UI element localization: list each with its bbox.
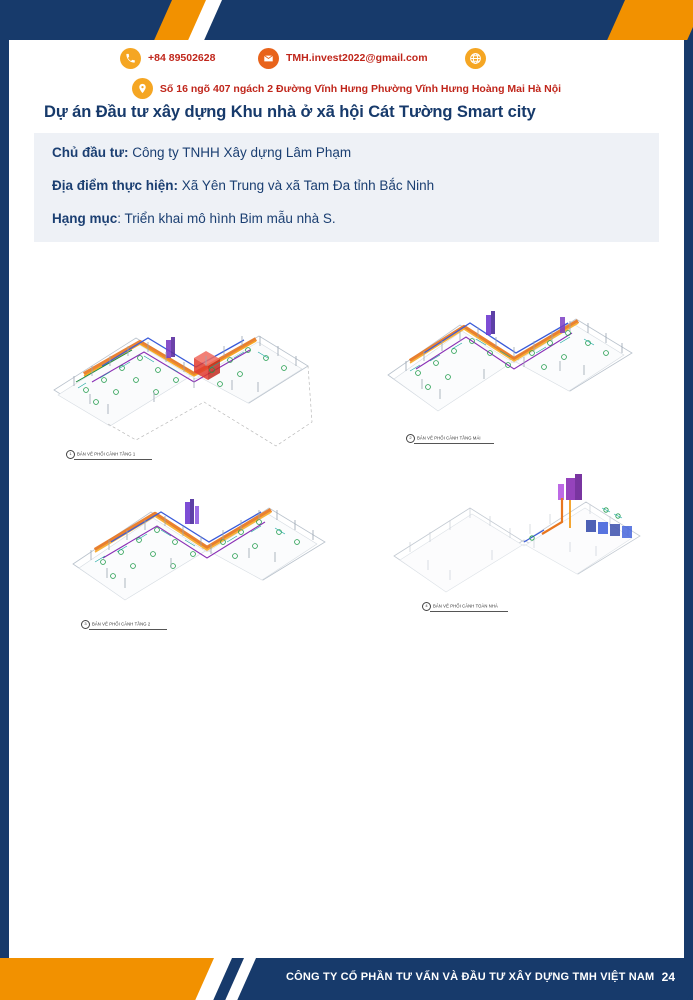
footer-shape-orange <box>0 958 216 1000</box>
header-shape-navy-mid <box>204 0 642 40</box>
contact-phone[interactable] <box>120 46 215 70</box>
footer-page-number: 24 <box>661 970 675 984</box>
figure-perspective-1[interactable] <box>44 262 334 462</box>
figure-perspective-4[interactable] <box>374 452 664 622</box>
header-shape-navy-left <box>0 0 180 40</box>
info-value-scope: : Triển khai mô hình Bim mẫu nhà S. <box>117 211 336 226</box>
page-border-right <box>684 0 693 1000</box>
figure-perspective-2[interactable] <box>364 267 654 452</box>
page-title: Dự án Đầu tư xây dựng Khu nhà ở xã hội Cát Tường Smart city <box>44 103 536 121</box>
figure-2-caption-rule <box>414 443 494 444</box>
figure-3-caption-rule <box>89 629 167 630</box>
figure-2-marker: 2 <box>406 434 415 443</box>
footer-company-name: CÔNG TY CỔ PHẦN TƯ VẤN VÀ ĐẦU TƯ XÂY DỰNG TMH VIỆT NAM <box>286 971 655 983</box>
figure-3-marker: 3 <box>81 620 90 629</box>
info-label-investor: Chủ đầu tư: <box>52 145 129 160</box>
figures-area <box>34 252 659 672</box>
figure-4-caption-text: BẢN VẼ PHỐI CẢNH TOÀN NHÀ <box>433 603 498 609</box>
figure-1-marker: 1 <box>66 450 75 459</box>
figure-2-caption <box>406 434 481 443</box>
contact-website[interactable] <box>465 46 493 70</box>
info-label-scope: Hạng mục <box>52 211 118 226</box>
phone-icon <box>120 48 141 69</box>
header-banner <box>0 0 693 40</box>
contact-address <box>0 78 693 99</box>
globe-icon <box>465 48 486 69</box>
figure-4-caption <box>422 602 498 611</box>
location-pin-icon <box>132 78 153 99</box>
address-label: Số 16 ngõ 407 ngách 2 Đường Vĩnh Hưng Phường Vĩnh Hưng Hoàng Mai Hà Nội <box>159 82 562 95</box>
figure-4-marker: 4 <box>422 602 431 611</box>
mail-icon <box>258 48 279 69</box>
contact-bar <box>0 46 693 74</box>
info-value-location: Xã Yên Trung và xã Tam Đa tỉnh Bắc Ninh <box>178 178 435 193</box>
info-row-investor <box>52 145 351 160</box>
figure-3-caption-text: BẢN VẼ PHỐI CẢNH TẦNG 2 <box>92 621 151 627</box>
info-label-location: Địa điểm thực hiện: <box>52 178 179 193</box>
figure-1-caption-text: BẢN VẼ PHỐI CẢNH TẦNG 1 <box>77 451 136 457</box>
page-border-left <box>0 0 9 1000</box>
figure-3-caption <box>81 620 150 629</box>
figure-2-caption-text: BẢN VẼ PHỐI CẢNH TẦNG MÁI <box>417 435 481 441</box>
info-row-location <box>52 178 434 193</box>
contact-phone-label: +84 89502628 <box>148 52 216 64</box>
info-value-investor: Công ty TNHH Xây dựng Lâm Phạm <box>128 145 352 160</box>
figure-perspective-3[interactable] <box>59 452 349 637</box>
figure-4-caption-rule <box>430 611 508 612</box>
contact-email[interactable] <box>258 46 428 70</box>
project-info-panel <box>34 133 659 242</box>
footer-banner <box>0 958 693 1000</box>
info-row-scope <box>52 211 336 226</box>
contact-email-label: TMH.invest2022@gmail.com <box>286 52 428 64</box>
